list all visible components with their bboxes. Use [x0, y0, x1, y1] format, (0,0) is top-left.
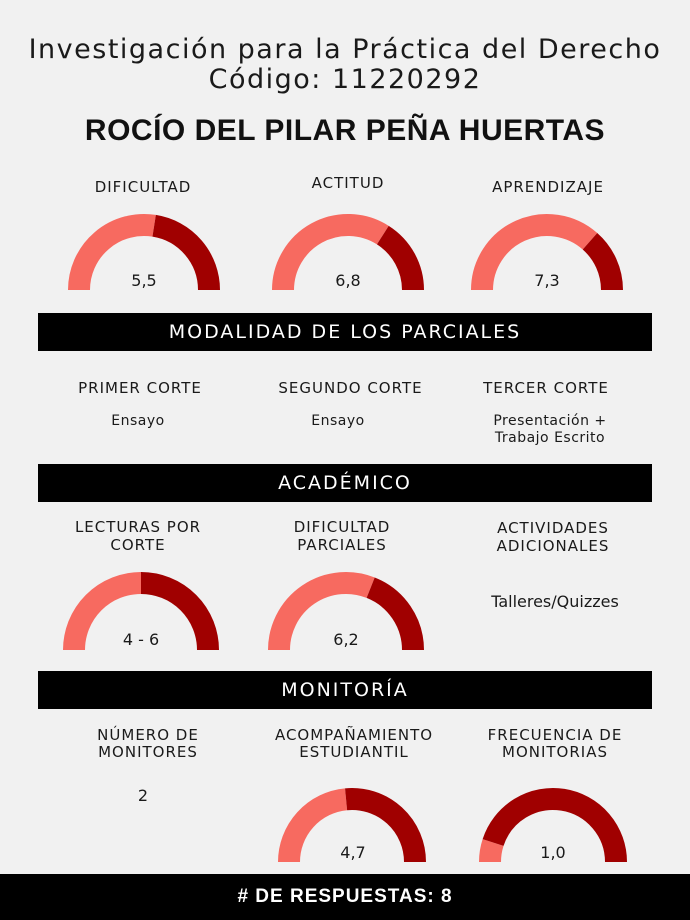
- parcial-value-segundo: Ensayo: [311, 413, 365, 429]
- academico-label-lecturas-line2: CORTE: [110, 536, 166, 554]
- monitoria-label-acompanamiento-line1: ACOMPAÑAMIENTO: [274, 726, 434, 744]
- section-bar-academico: ACADÉMICO: [38, 464, 652, 502]
- gauge-label-dificultad: DIFICULTAD: [94, 178, 192, 196]
- monitoria-label-acompanamiento-line2: ESTUDIANTIL: [299, 743, 409, 761]
- course-title: Investigación para la Práctica del Derecho: [28, 34, 662, 65]
- monitoria-label-frecuencia-line1: FRECUENCIA DE: [487, 726, 623, 744]
- gauge-value-dificultad-parciales: 6,2: [333, 630, 359, 649]
- academico-label-actividades-line1: ACTIVIDADES: [497, 519, 609, 537]
- course-code: Código: 11220292: [208, 64, 482, 95]
- academico-label-dificultad-line2: PARCIALES: [297, 536, 387, 554]
- gauge-frecuencia-filled-arc: [490, 843, 493, 862]
- section-bar-monitoria: MONITORÍA: [38, 671, 652, 709]
- gauge-label-actitud: ACTITUD: [311, 174, 385, 192]
- monitoria-label-numero-line2: MONITORES: [98, 743, 198, 761]
- academico-label-actividades-line2: ADICIONALES: [496, 537, 610, 555]
- parcial-value-tercer-line2: Trabajo Escrito: [494, 430, 606, 446]
- gauge-value-aprendizaje: 7,3: [534, 271, 560, 290]
- gauge-value-acompanamiento: 4,7: [340, 843, 366, 862]
- gauge-value-lecturas: 4 - 6: [122, 630, 160, 649]
- monitoria-label-frecuencia-line2: MONITORIAS: [502, 743, 608, 761]
- parcial-label-segundo: SEGUNDO CORTE: [278, 379, 423, 397]
- academico-label-dificultad-line1: DIFICULTAD: [293, 518, 391, 536]
- response-count: # DE RESPUESTAS: 8: [0, 874, 690, 920]
- gauge-value-dificultad: 5,5: [131, 271, 157, 290]
- gauge-value-frecuencia: 1,0: [540, 843, 566, 862]
- parcial-label-primer: PRIMER CORTE: [78, 379, 202, 397]
- parcial-label-tercer: TERCER CORTE: [483, 379, 609, 397]
- monitoria-value-numero: 2: [137, 786, 149, 805]
- parcial-value-primer: Ensayo: [111, 413, 165, 429]
- monitoria-label-numero-line1: NÚMERO DE: [97, 726, 199, 744]
- parcial-value-tercer-line1: Presentación +: [493, 413, 607, 429]
- professor-name: ROCÍO DEL PILAR PEÑA HUERTAS: [84, 114, 606, 147]
- gauge-label-aprendizaje: APRENDIZAJE: [492, 178, 604, 196]
- academico-label-lecturas-line1: LECTURAS POR: [74, 518, 202, 536]
- academico-value-actividades: Talleres/Quizzes: [491, 592, 619, 611]
- gauge-value-actitud: 6,8: [335, 271, 361, 290]
- section-bar-modalidad: MODALIDAD DE LOS PARCIALES: [38, 313, 652, 351]
